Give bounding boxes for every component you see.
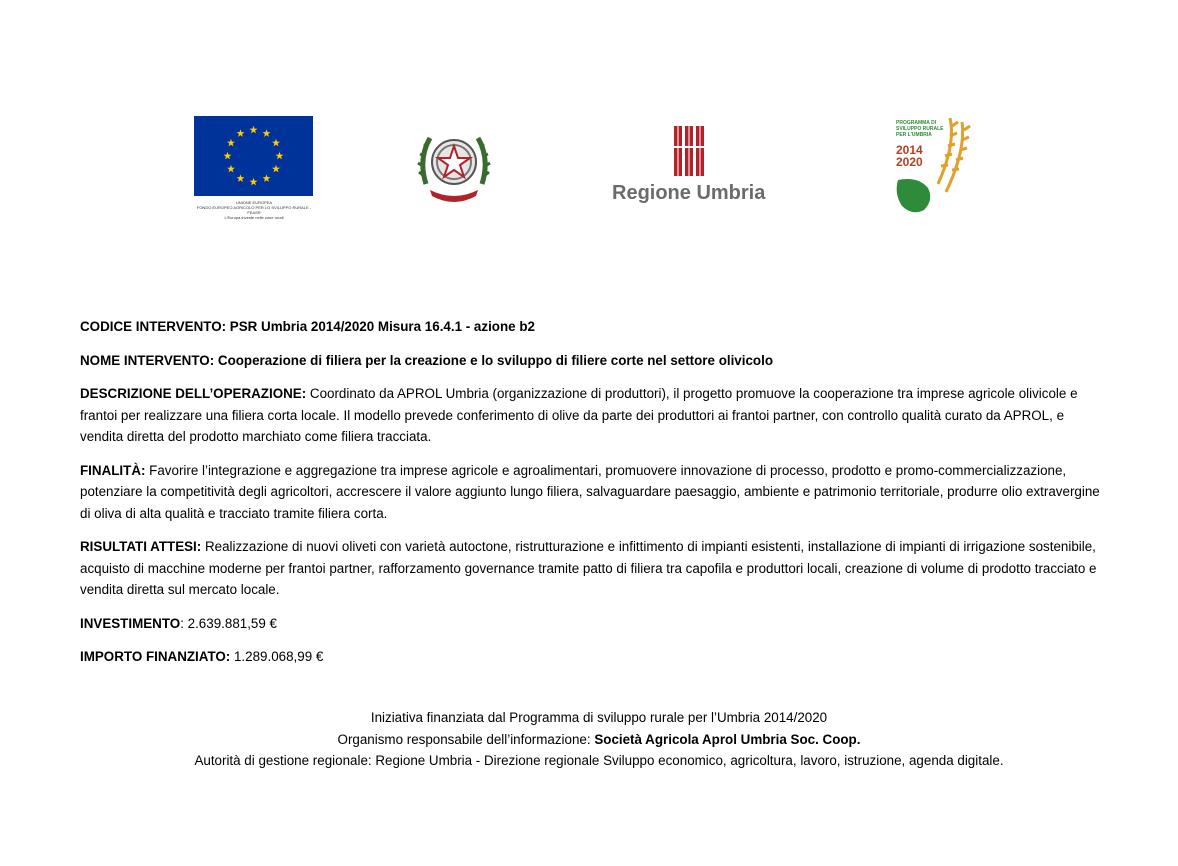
section-descrizione (80, 383, 1100, 448)
footer-line-organism (0, 729, 1178, 751)
regione-umbria-logo (608, 124, 776, 208)
section-investimento (80, 613, 1100, 635)
logo-bar (0, 110, 1178, 220)
psr-program-text (896, 120, 944, 138)
psr-year: 2020 (896, 155, 923, 169)
eu-caption-line: L'Europa investe nelle zone rurali (224, 215, 284, 220)
eu-star-icon (250, 178, 258, 186)
eu-star-icon (272, 139, 280, 147)
section-text: Cooperazione di filiera per la creazione e lo sviluppo di filiere corte nel settore olivicolo (214, 352, 774, 368)
section-label: FINALITÀ: (80, 462, 146, 478)
section-nome (80, 350, 1100, 372)
eu-star-icon (237, 174, 245, 182)
footer-organism-name: Società Agricola Aprol Umbria Soc. Coop. (594, 731, 861, 747)
section-text: 1.289.068,99 € (230, 649, 324, 664)
regione-umbria-columns-icon (608, 124, 776, 180)
intervention-details (80, 316, 1100, 680)
eu-star-icon (227, 139, 235, 147)
eu-logo (194, 116, 314, 220)
section-label: INVESTIMENTO (80, 615, 181, 631)
psr-years (896, 144, 923, 168)
section-risultati (80, 536, 1100, 601)
italian-republic-emblem-icon (416, 124, 492, 206)
eu-star-icon (263, 129, 271, 137)
section-label: NOME INTERVENTO: (80, 352, 215, 368)
section-text: Favorire l’integrazione e aggregazione tra imprese agricole e agroalimentari, promuovere innovazione di processo, prodotto e promo-commercializzazione, potenziare la competitività degli agricoltori, accrescere il valore aggiunto lungo filiera, salvaguardare paesaggio, ambiente e patrimonio territoriale, produrre olio extravergine di oliva di alta qualità e tracciato tramite filiera corta. (80, 462, 1100, 521)
eu-caption-line: FONDO EUROPEO AGRICOLO PER LO SVILUPPO RURALE - FEASR (196, 205, 312, 215)
section-label: CODICE INTERVENTO: (80, 319, 227, 334)
section-text: PSR Umbria 2014/2020 Misura 16.4.1 - azione b2 (226, 319, 535, 334)
section-text: Realizzazione di nuovi oliveti con varietà autoctone, ristrutturazione e infittimento di impianti esistenti, installazione di impianti di irrigazione sostenibile, acquisto di macchine moderne per frantoi partner, rafforzamento governance tramite patto di filiera tra capofila e produttori locali, creazione di volume di prodotto tracciato e vendita diretta sul mercato locale. (80, 539, 1097, 597)
footer-organism-prefix: Organismo responsabile dell’informazione: (337, 731, 595, 747)
footer (0, 707, 1178, 772)
footer-line-authority: Autorità di gestione regionale: Regione Umbria - Direzione regionale Sviluppo economico, agricoltura, lavoro, istruzione, agenda digitale. (194, 753, 1004, 768)
eu-star-icon (237, 129, 245, 137)
eu-star-icon (227, 165, 235, 173)
eu-caption (194, 200, 314, 220)
eu-star-icon (263, 174, 271, 182)
section-label: DESCRIZIONE DELL’OPERAZIONE: (80, 386, 307, 401)
section-text: Coordinato da APROL Umbria (organizzazione di produttori), il progetto promuove la cooperazione tra imprese agricole olivicole e frantoi per realizzare una filiera corta locale. Il modello prevede conferimento di olive da parte dei produttori ai frantoi partner, con controllo qualità curato da APROL, e vendita diretta del prodotto marchiato come filiera tracciata. (80, 386, 1078, 444)
psr-umbria-logo-icon (890, 114, 980, 218)
section-codice (80, 316, 1100, 338)
eu-caption-line: UNIONE EUROPEA (235, 200, 273, 205)
eu-star-icon (272, 165, 280, 173)
footer-line-funding: Iniziativa finanziata dal Programma di sviluppo rurale per l’Umbria 2014/2020 (370, 710, 828, 725)
section-text: : 2.639.881,59 € (180, 615, 277, 631)
eu-flag-icon (194, 116, 313, 196)
eu-star-icon (250, 126, 258, 134)
psr-line: PROGRAMMA DI (896, 120, 937, 126)
eu-star-icon (276, 152, 284, 160)
regione-umbria-name: Regione Umbria (612, 182, 766, 204)
section-label: IMPORTO FINANZIATO: (80, 649, 231, 664)
psr-year: 2014 (896, 143, 923, 157)
psr-line: PER L'UMBRIA (896, 132, 932, 138)
section-label: RISULTATI ATTESI: (80, 539, 202, 554)
section-importo (80, 646, 1100, 668)
psr-line: SVILUPPO RURALE (896, 126, 944, 132)
section-finalita (80, 460, 1100, 525)
eu-star-icon (224, 152, 232, 160)
